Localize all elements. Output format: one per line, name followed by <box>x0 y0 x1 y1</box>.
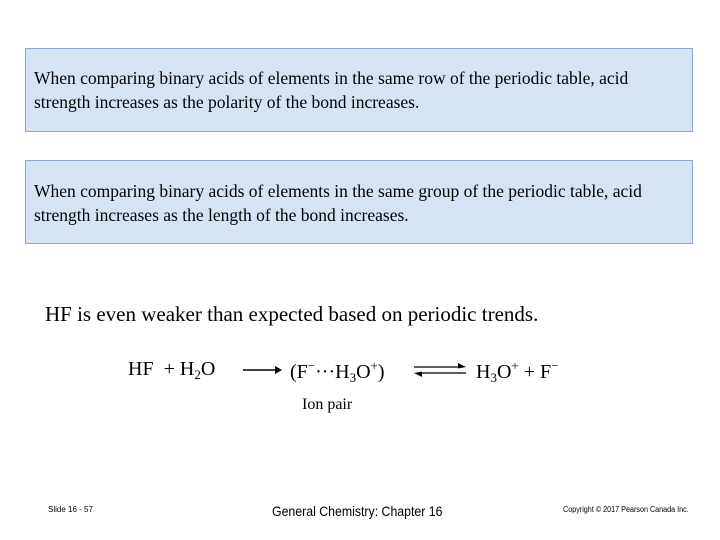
product-o: O <box>496 361 512 383</box>
course-title: General Chemistry: Chapter 16 <box>272 503 443 519</box>
ion-pair-dots: ···H <box>315 361 350 383</box>
product-subscript: 3 <box>490 370 497 385</box>
ion-pair-o: O <box>356 361 371 383</box>
reactants <box>128 358 215 383</box>
reactant-hf: HF <box>128 358 154 380</box>
group-rule-text: When comparing binary acids of elements in the same group of the periodic table, acid strength increases as the length of the bond increases. <box>34 181 642 225</box>
product-h: H <box>476 361 491 383</box>
row-rule-text: When comparing binary acids of elements in the same row of the periodic table, acid strength increases as the polarity of the bond increases. <box>34 68 629 112</box>
group-rule-box <box>25 160 693 244</box>
forward-arrow <box>242 364 282 376</box>
ion-pair <box>290 358 385 386</box>
trend-statement: HF is even weaker than expected based on periodic trends. <box>45 302 539 326</box>
ion-pair-plus: + <box>370 358 378 373</box>
ion-pair-minus: − <box>307 358 316 373</box>
product-minus: − <box>551 358 559 373</box>
product-plus: + <box>511 358 519 373</box>
ion-pair-label: Ion pair <box>302 396 353 413</box>
slide-number: Slide 16 - 57 <box>48 505 93 514</box>
reactant-water-o: O <box>200 358 216 380</box>
ion-pair-close: ) <box>377 361 385 383</box>
water-subscript: 2 <box>194 367 201 382</box>
equilibrium-arrow <box>412 361 468 379</box>
ion-pair-subscript: 3 <box>349 370 357 385</box>
row-rule-box <box>25 48 693 132</box>
reactant-water-h: + H <box>163 358 195 380</box>
ion-pair-open: (F <box>290 361 308 383</box>
copyright: Copyright © 2017 Pearson Canada Inc. <box>563 505 689 514</box>
product-fluoride: + F <box>518 361 552 383</box>
products <box>476 358 559 386</box>
